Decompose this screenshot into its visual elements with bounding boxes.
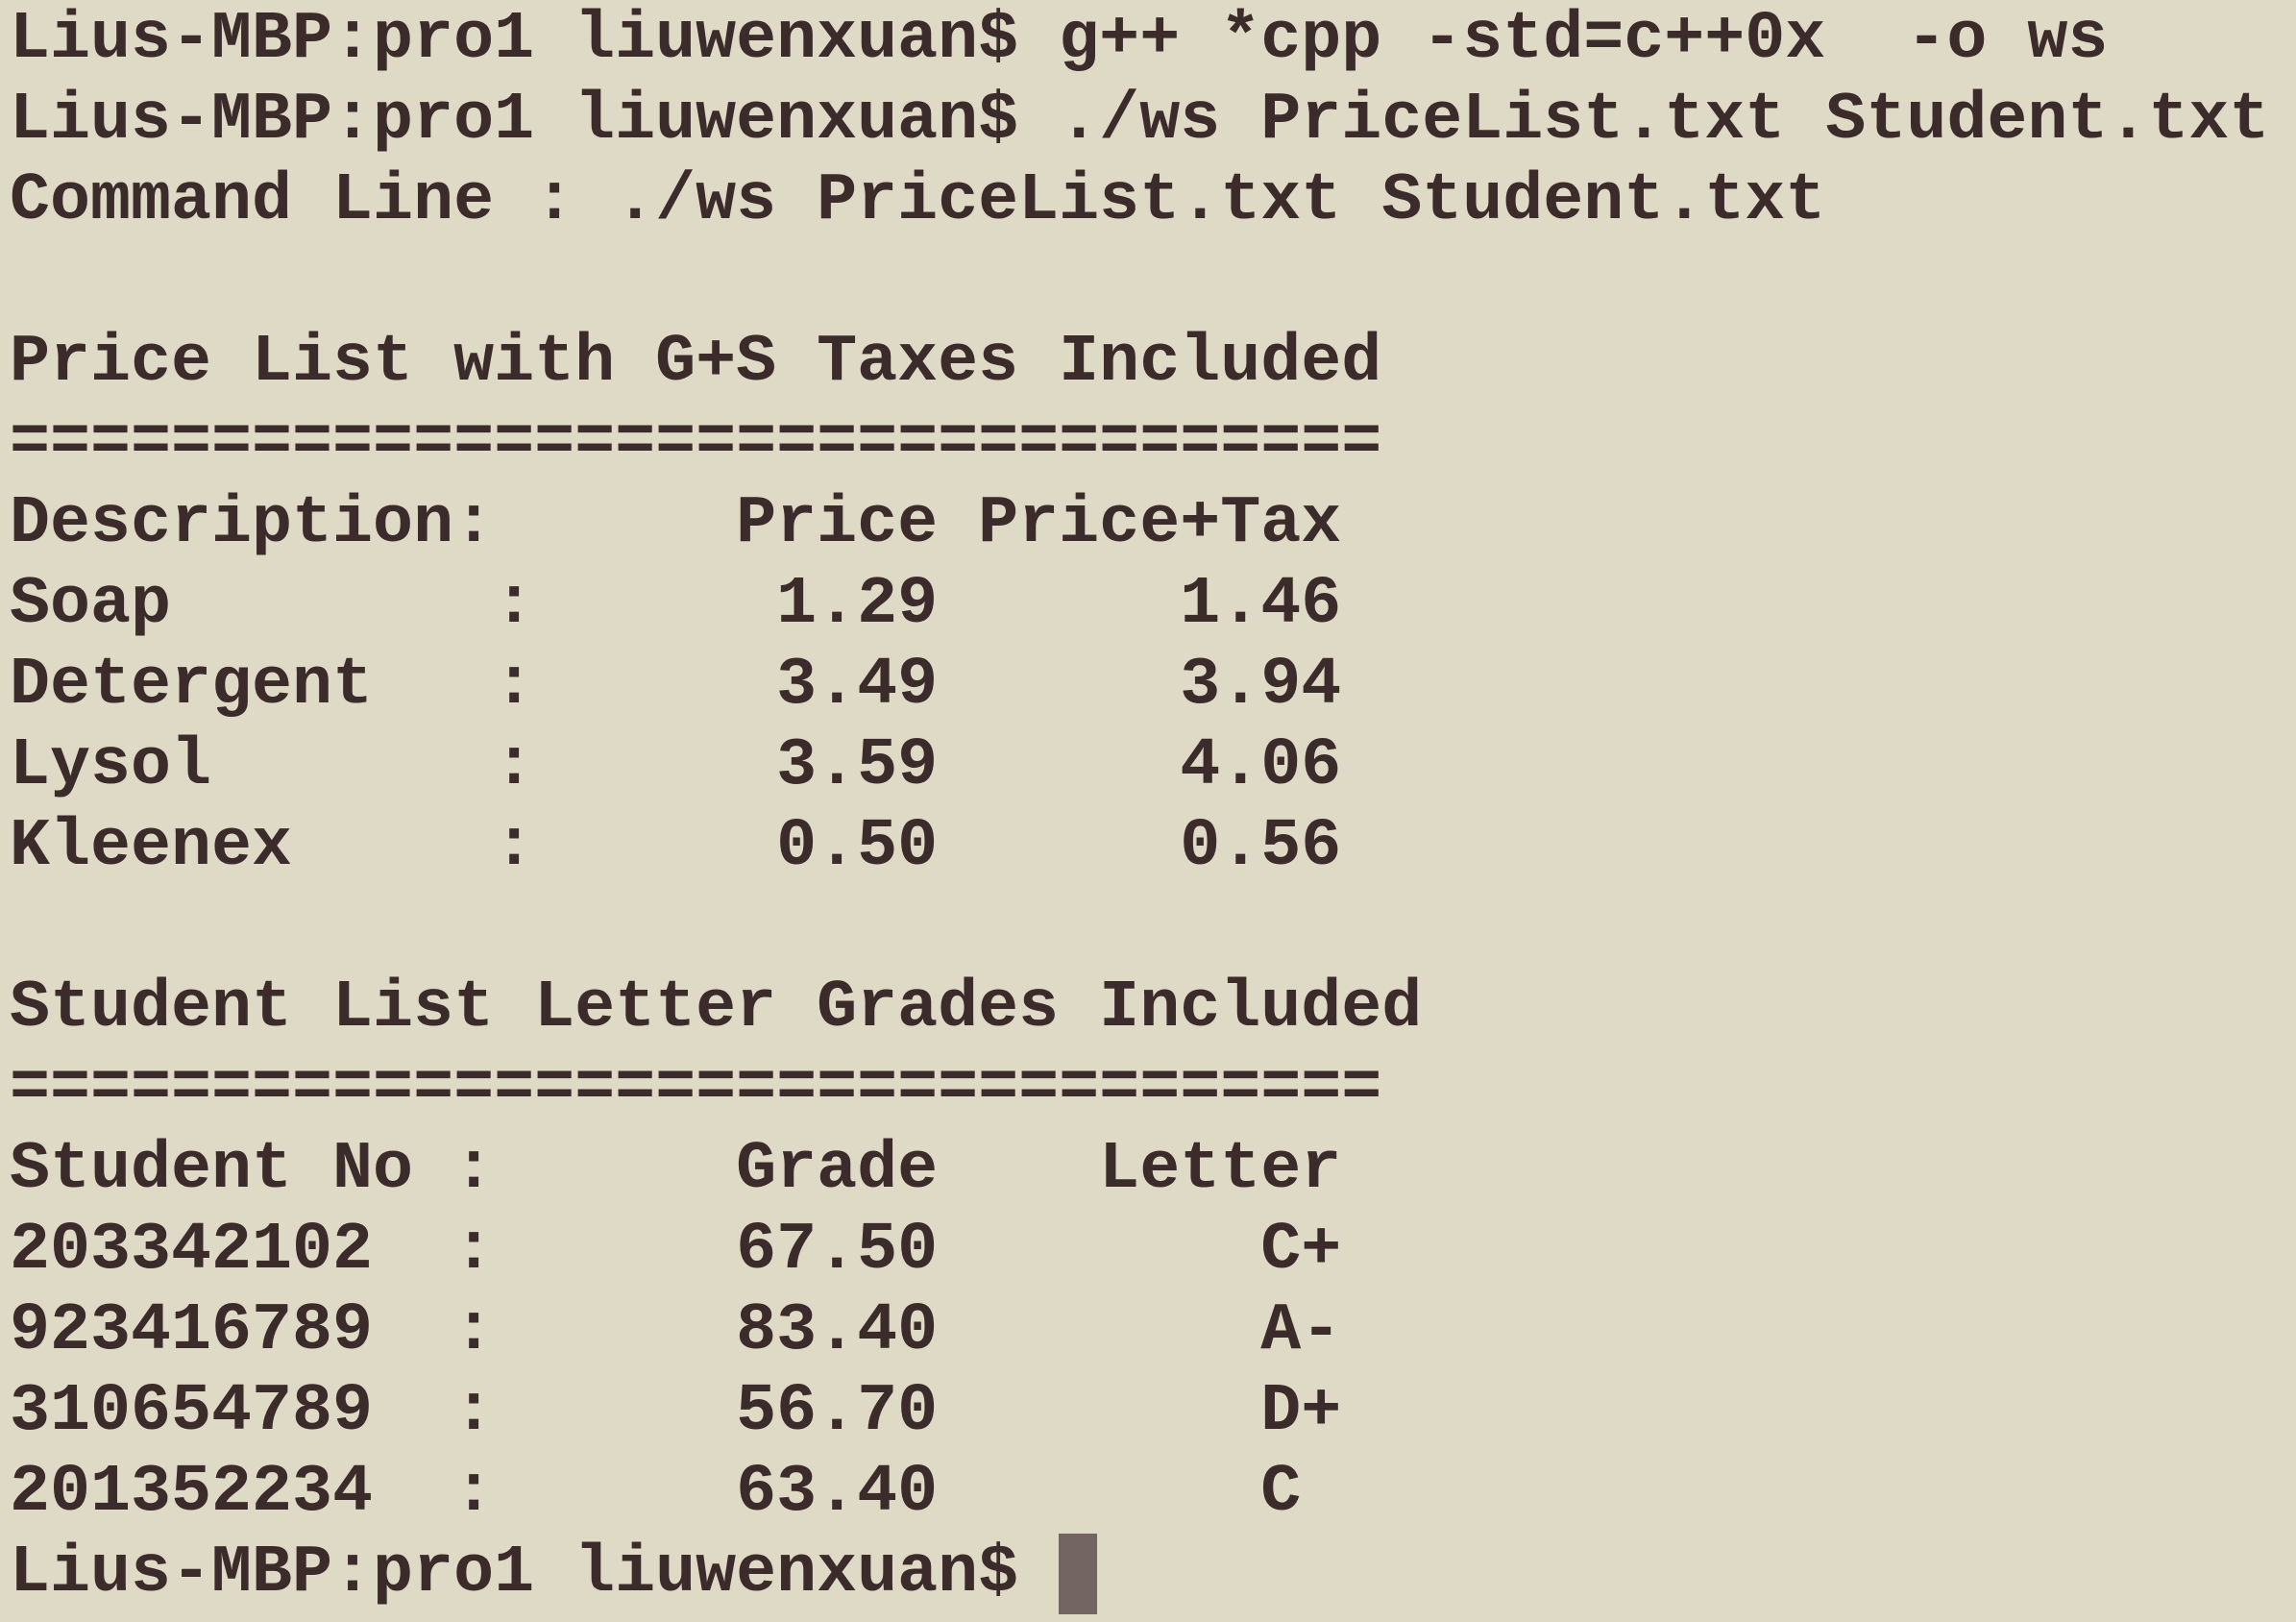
terminal-line-blank xyxy=(10,242,2296,323)
price-list-row: Lysol : 3.59 4.06 xyxy=(10,728,1342,804)
price-list-separator: ================================== xyxy=(10,406,1382,481)
price-list-title: Price List with G+S Taxes Included xyxy=(10,325,1382,401)
terminal-line-run-command: Lius-MBP:pro1 liuwenxuan$ ./ws PriceList.txt Student.txt xyxy=(10,83,2270,159)
terminal-line-compile-command: Lius-MBP:pro1 liuwenxuan$ g++ *cpp -std=c++0x -o ws xyxy=(10,2,2109,78)
terminal-prompt-line[interactable] xyxy=(10,1534,2296,1614)
price-list-row: Soap : 1.29 1.46 xyxy=(10,567,1342,643)
student-list-row: 310654789 : 56.70 D+ xyxy=(10,1374,1342,1450)
student-list-separator: ================================== xyxy=(10,1051,1382,1127)
terminal-line-blank xyxy=(10,888,2296,969)
student-list-row: 923416789 : 83.40 A- xyxy=(10,1293,1342,1369)
terminal-line-command-echo: Command Line : ./ws PriceList.txt Student.txt xyxy=(10,163,1826,239)
price-list-header: Description: Price Price+Tax xyxy=(10,486,1342,562)
price-list-row: Kleenex : 0.50 0.56 xyxy=(10,809,1342,885)
student-list-row: 203342102 : 67.50 C+ xyxy=(10,1213,1342,1289)
student-list-header: Student No : Grade Letter xyxy=(10,1132,1342,1208)
shell-prompt: Lius-MBP:pro1 liuwenxuan$ xyxy=(10,1536,1060,1611)
student-list-title: Student List Letter Grades Included xyxy=(10,971,1423,1046)
text-cursor xyxy=(1059,1534,1097,1614)
price-list-row: Detergent : 3.49 3.94 xyxy=(10,648,1342,724)
student-list-row: 201352234 : 63.40 C xyxy=(10,1455,1302,1531)
